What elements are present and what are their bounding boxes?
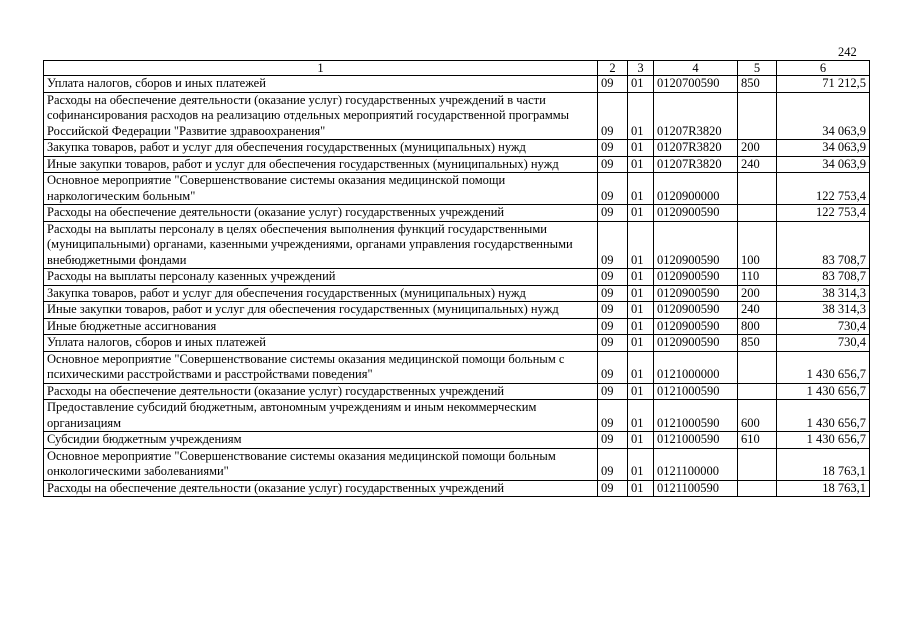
row-section-code: 09 xyxy=(598,351,628,383)
row-section-code: 09 xyxy=(598,221,628,269)
row-name: Закупка товаров, работ и услуг для обеспечения государственных (муниципальных) нужд xyxy=(44,140,598,157)
row-target-article-code: 0120900590 xyxy=(654,269,738,286)
row-amount: 34 063,9 xyxy=(777,156,870,173)
row-name: Основное мероприятие "Совершенствование системы оказания медицинской помощи больным онкологическими заболеваниями" xyxy=(44,448,598,480)
row-target-article-code: 01207R3820 xyxy=(654,156,738,173)
column-header-5: 5 xyxy=(738,61,777,76)
row-section-code: 09 xyxy=(598,318,628,335)
table-row xyxy=(44,335,870,352)
row-expense-type-code xyxy=(738,480,777,497)
table-row xyxy=(44,173,870,205)
row-name: Иные закупки товаров, работ и услуг для обеспечения государственных (муниципальных) нужд xyxy=(44,156,598,173)
row-section-code: 09 xyxy=(598,302,628,319)
table-row xyxy=(44,432,870,449)
table-row xyxy=(44,448,870,480)
row-subsection-code: 01 xyxy=(628,269,654,286)
row-expense-type-code xyxy=(738,92,777,140)
row-subsection-code: 01 xyxy=(628,302,654,319)
column-header-1: 1 xyxy=(44,61,598,76)
row-section-code: 09 xyxy=(598,432,628,449)
row-name: Расходы на выплаты персоналу казенных учреждений xyxy=(44,269,598,286)
row-subsection-code: 01 xyxy=(628,448,654,480)
row-amount: 18 763,1 xyxy=(777,448,870,480)
budget-table xyxy=(43,60,870,497)
row-expense-type-code xyxy=(738,205,777,222)
row-subsection-code: 01 xyxy=(628,221,654,269)
row-subsection-code: 01 xyxy=(628,480,654,497)
row-expense-type-code: 100 xyxy=(738,221,777,269)
row-subsection-code: 01 xyxy=(628,400,654,432)
row-target-article-code: 0120900590 xyxy=(654,285,738,302)
table-row xyxy=(44,205,870,222)
table-header-row xyxy=(44,61,870,76)
row-section-code: 09 xyxy=(598,173,628,205)
table-row xyxy=(44,383,870,400)
row-section-code: 09 xyxy=(598,92,628,140)
row-amount: 122 753,4 xyxy=(777,205,870,222)
table-row xyxy=(44,221,870,269)
row-section-code: 09 xyxy=(598,400,628,432)
column-header-6: 6 xyxy=(777,61,870,76)
row-subsection-code: 01 xyxy=(628,92,654,140)
table-row xyxy=(44,156,870,173)
row-name: Основное мероприятие "Совершенствование системы оказания медицинской помощи больным с психическими расстройствами и расстройствами поведения" xyxy=(44,351,598,383)
row-name: Иные закупки товаров, работ и услуг для обеспечения государственных (муниципальных) нужд xyxy=(44,302,598,319)
row-expense-type-code: 110 xyxy=(738,269,777,286)
row-target-article-code: 01207R3820 xyxy=(654,92,738,140)
column-header-4: 4 xyxy=(654,61,738,76)
row-amount: 38 314,3 xyxy=(777,302,870,319)
row-target-article-code: 0121000590 xyxy=(654,432,738,449)
table-row xyxy=(44,480,870,497)
row-name: Уплата налогов, сборов и иных платежей xyxy=(44,335,598,352)
row-amount: 18 763,1 xyxy=(777,480,870,497)
row-target-article-code: 0120900590 xyxy=(654,221,738,269)
row-expense-type-code xyxy=(738,173,777,205)
table-row xyxy=(44,92,870,140)
row-name: Закупка товаров, работ и услуг для обеспечения государственных (муниципальных) нужд xyxy=(44,285,598,302)
row-subsection-code: 01 xyxy=(628,383,654,400)
row-name: Уплата налогов, сборов и иных платежей xyxy=(44,76,598,93)
row-section-code: 09 xyxy=(598,205,628,222)
row-expense-type-code: 240 xyxy=(738,302,777,319)
row-subsection-code: 01 xyxy=(628,432,654,449)
row-expense-type-code: 800 xyxy=(738,318,777,335)
table-row xyxy=(44,285,870,302)
row-expense-type-code: 610 xyxy=(738,432,777,449)
row-target-article-code: 0121100590 xyxy=(654,480,738,497)
row-target-article-code: 0121000590 xyxy=(654,383,738,400)
row-name: Расходы на выплаты персоналу в целях обеспечения выполнения функций государственными (муниципальными) органами, казенными учреждениями, органами управления государственными внебюджетными фондами xyxy=(44,221,598,269)
row-expense-type-code: 850 xyxy=(738,76,777,93)
page-number: 242 xyxy=(838,45,857,59)
row-name: Основное мероприятие "Совершенствование системы оказания медицинской помощи наркологическим больным" xyxy=(44,173,598,205)
row-subsection-code: 01 xyxy=(628,156,654,173)
row-target-article-code: 0120900590 xyxy=(654,302,738,319)
row-amount: 34 063,9 xyxy=(777,92,870,140)
row-expense-type-code xyxy=(738,351,777,383)
row-section-code: 09 xyxy=(598,140,628,157)
row-section-code: 09 xyxy=(598,269,628,286)
column-header-2: 2 xyxy=(598,61,628,76)
row-amount: 83 708,7 xyxy=(777,221,870,269)
row-name: Расходы на обеспечение деятельности (оказание услуг) государственных учреждений xyxy=(44,205,598,222)
row-subsection-code: 01 xyxy=(628,140,654,157)
table-row xyxy=(44,400,870,432)
row-expense-type-code xyxy=(738,383,777,400)
row-amount: 1 430 656,7 xyxy=(777,351,870,383)
row-amount: 1 430 656,7 xyxy=(777,432,870,449)
column-header-3: 3 xyxy=(628,61,654,76)
row-target-article-code: 01207R3820 xyxy=(654,140,738,157)
row-target-article-code: 0120900590 xyxy=(654,335,738,352)
row-expense-type-code: 600 xyxy=(738,400,777,432)
row-target-article-code: 0121000000 xyxy=(654,351,738,383)
row-target-article-code: 0120900590 xyxy=(654,205,738,222)
row-section-code: 09 xyxy=(598,285,628,302)
row-section-code: 09 xyxy=(598,335,628,352)
row-section-code: 09 xyxy=(598,156,628,173)
row-name: Расходы на обеспечение деятельности (оказание услуг) государственных учреждений xyxy=(44,383,598,400)
row-subsection-code: 01 xyxy=(628,318,654,335)
row-amount: 122 753,4 xyxy=(777,173,870,205)
row-expense-type-code xyxy=(738,448,777,480)
row-amount: 730,4 xyxy=(777,335,870,352)
table-row xyxy=(44,351,870,383)
row-section-code: 09 xyxy=(598,448,628,480)
row-subsection-code: 01 xyxy=(628,173,654,205)
row-expense-type-code: 240 xyxy=(738,156,777,173)
row-section-code: 09 xyxy=(598,76,628,93)
row-amount: 1 430 656,7 xyxy=(777,383,870,400)
row-target-article-code: 0121000590 xyxy=(654,400,738,432)
table-row xyxy=(44,269,870,286)
row-amount: 83 708,7 xyxy=(777,269,870,286)
row-target-article-code: 0120900590 xyxy=(654,318,738,335)
table-row xyxy=(44,140,870,157)
table-row xyxy=(44,302,870,319)
row-name: Субсидии бюджетным учреждениям xyxy=(44,432,598,449)
row-section-code: 09 xyxy=(598,383,628,400)
row-target-article-code: 0120900000 xyxy=(654,173,738,205)
row-amount: 730,4 xyxy=(777,318,870,335)
row-subsection-code: 01 xyxy=(628,76,654,93)
row-target-article-code: 0121100000 xyxy=(654,448,738,480)
row-expense-type-code: 200 xyxy=(738,285,777,302)
row-target-article-code: 0120700590 xyxy=(654,76,738,93)
row-subsection-code: 01 xyxy=(628,351,654,383)
row-name: Иные бюджетные ассигнования xyxy=(44,318,598,335)
row-amount: 71 212,5 xyxy=(777,76,870,93)
row-subsection-code: 01 xyxy=(628,335,654,352)
row-expense-type-code: 850 xyxy=(738,335,777,352)
row-amount: 34 063,9 xyxy=(777,140,870,157)
row-name: Расходы на обеспечение деятельности (оказание услуг) государственных учреждений в части софинансирования расходов на реализацию отдельных мероприятий государственной программы Российской Федерации "Развитие здравоохранения" xyxy=(44,92,598,140)
table-row xyxy=(44,76,870,93)
row-amount: 1 430 656,7 xyxy=(777,400,870,432)
row-subsection-code: 01 xyxy=(628,285,654,302)
row-expense-type-code: 200 xyxy=(738,140,777,157)
table-row xyxy=(44,318,870,335)
row-section-code: 09 xyxy=(598,480,628,497)
row-name: Расходы на обеспечение деятельности (оказание услуг) государственных учреждений xyxy=(44,480,598,497)
table-body xyxy=(44,76,870,497)
row-name: Предоставление субсидий бюджетным, автономным учреждениям и иным некоммерческим организациям xyxy=(44,400,598,432)
row-amount: 38 314,3 xyxy=(777,285,870,302)
row-subsection-code: 01 xyxy=(628,205,654,222)
